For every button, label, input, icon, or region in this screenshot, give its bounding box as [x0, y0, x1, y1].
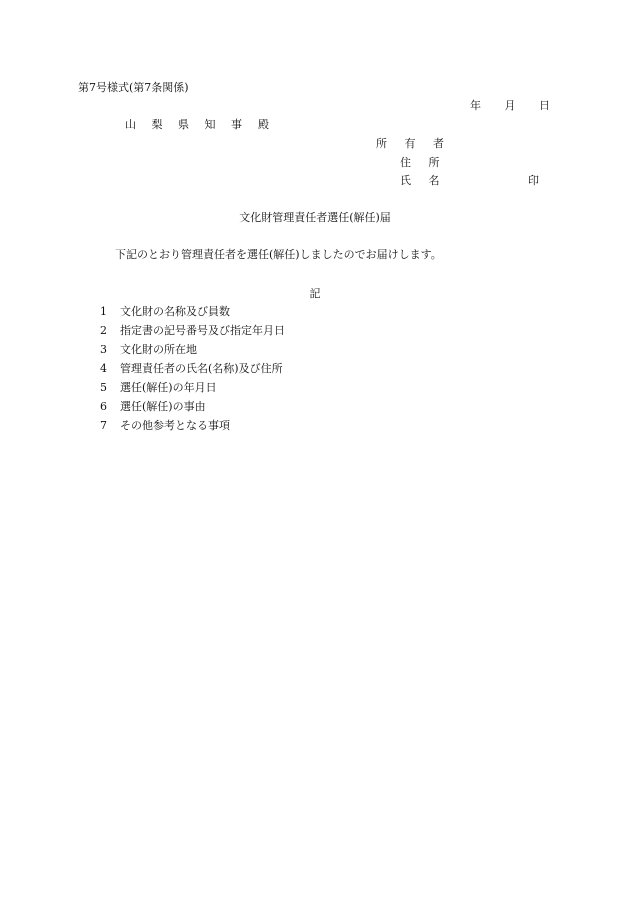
seal-mark: 印	[528, 174, 539, 187]
item-text: 管理責任者の氏名(名称)及び住所	[120, 362, 283, 375]
date-year-label: 年	[470, 99, 481, 112]
addressee-honorific: 殿	[258, 118, 275, 131]
item-number: 5	[100, 381, 107, 394]
item-list	[100, 306, 285, 439]
address-label: 住 所	[400, 156, 447, 169]
body-text: 下記のとおり管理責任者を選任(解任)しましたのでお届けします。	[115, 248, 442, 261]
item-number: 6	[100, 400, 107, 413]
item-text: 文化財の名称及び員数	[120, 305, 230, 318]
addressee-name: 山 梨 県 知 事	[125, 118, 248, 131]
item-text: 選任(解任)の年月日	[120, 381, 217, 394]
owner-label: 所 有 者	[376, 137, 451, 150]
ki-heading: 記	[309, 287, 321, 300]
date-line	[470, 100, 550, 111]
item-text: 指定書の記号番号及び指定年月日	[120, 324, 285, 337]
item-number: 3	[100, 343, 107, 356]
form-number: 第7号様式(第7条関係)	[78, 81, 189, 94]
name-label: 氏 名	[400, 174, 447, 187]
date-day-label: 日	[539, 99, 550, 112]
item-number: 2	[100, 324, 107, 337]
list-item	[100, 420, 285, 439]
list-item	[100, 382, 285, 401]
item-number: 4	[100, 362, 107, 375]
date-month-label: 月	[504, 99, 516, 112]
item-text: その他参考となる事項	[120, 419, 230, 432]
list-item	[100, 306, 285, 325]
list-item	[100, 401, 285, 420]
item-number: 1	[100, 305, 107, 318]
addressee	[125, 119, 275, 130]
item-text: 文化財の所在地	[120, 343, 197, 356]
list-item	[100, 363, 285, 382]
list-item	[100, 344, 285, 363]
item-text: 選任(解任)の事由	[120, 400, 206, 413]
list-item	[100, 325, 285, 344]
document-title: 文化財管理責任者選任(解任)届	[239, 211, 391, 224]
item-number: 7	[100, 419, 107, 432]
